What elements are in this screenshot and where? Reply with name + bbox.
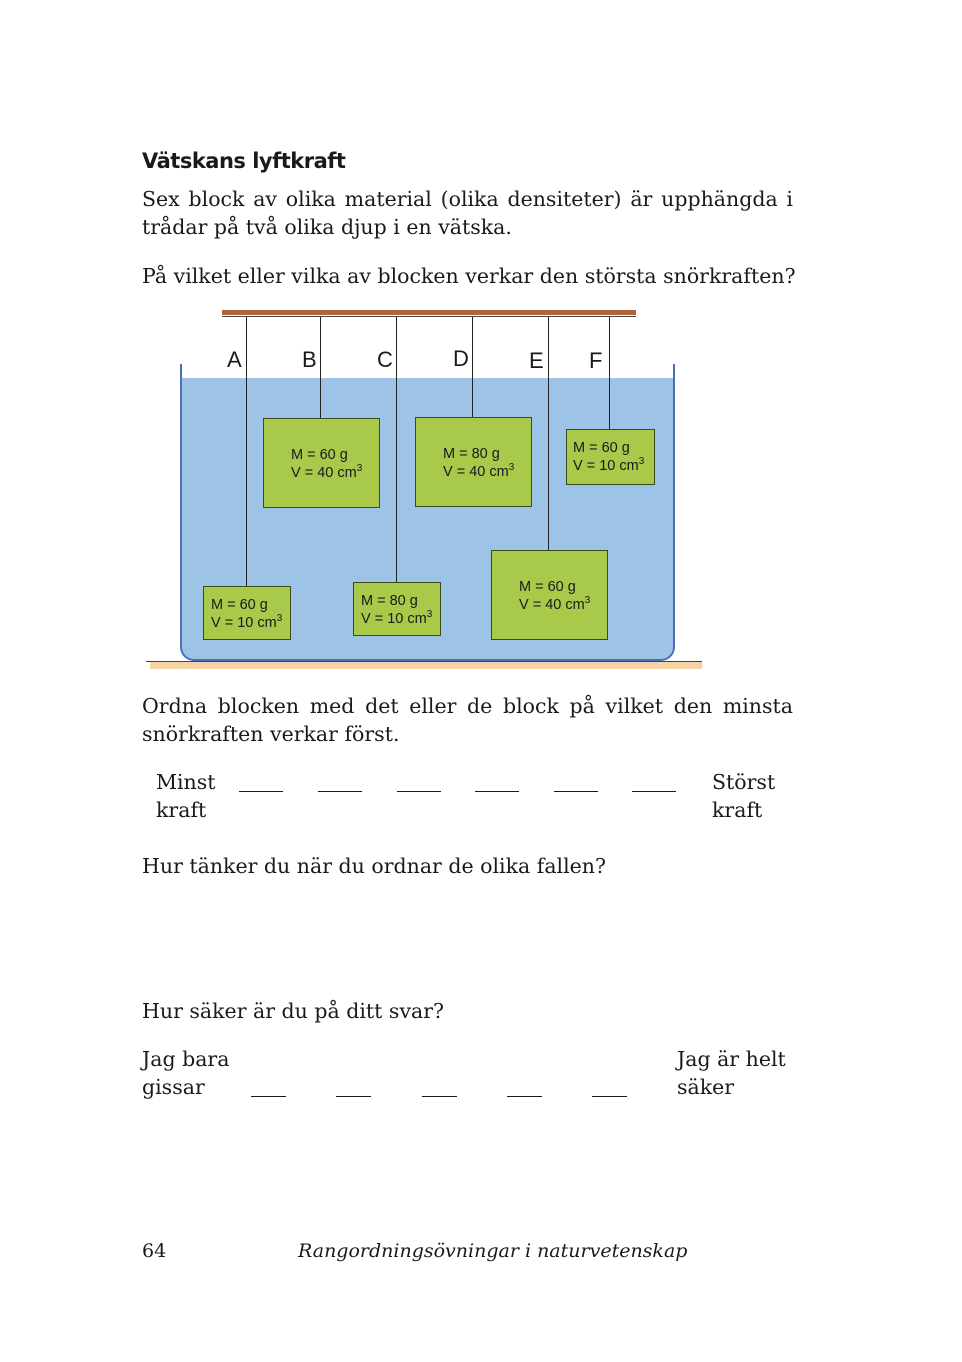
block-e: [491, 550, 608, 640]
ceiling-bar: [222, 310, 636, 315]
ceiling-bar-underline: [222, 316, 636, 317]
block-c-mass: M = 80 g: [361, 593, 418, 609]
confidence-blank-5[interactable]: [592, 1096, 627, 1097]
floor-surface: [150, 662, 702, 669]
rank-blank-1[interactable]: [239, 791, 283, 792]
rank-max-line-1: Störst: [712, 770, 776, 794]
question-confidence: Hur säker är du på ditt svar?: [142, 999, 445, 1023]
rank-min-line-2: kraft: [156, 798, 207, 822]
block-a: [203, 586, 291, 640]
confidence-blank-1[interactable]: [251, 1096, 286, 1097]
label-d: D: [453, 346, 469, 371]
block-c-volume: V = 10 $cm^3$: [361, 609, 433, 627]
book-title: Rangordningsövningar i naturvetenskap: [298, 1240, 688, 1262]
confidence-low-line-2: gissar: [142, 1075, 205, 1099]
block-b: [263, 418, 380, 508]
label-c: C: [377, 347, 393, 372]
confidence-blank-3[interactable]: [422, 1096, 457, 1097]
string-b: [320, 317, 321, 419]
confidence-low-line-1: Jag bara: [142, 1047, 230, 1071]
confidence-high-label: [677, 1045, 786, 1101]
rank-blank-3[interactable]: [397, 791, 441, 792]
string-d: [472, 317, 473, 418]
rank-min-label: [156, 768, 216, 824]
label-b: B: [302, 347, 317, 372]
block-d: [415, 417, 532, 507]
block-f-mass: M = 60 g: [573, 440, 630, 456]
string-a: [246, 317, 247, 587]
rank-blank-2[interactable]: [318, 791, 362, 792]
question-reasoning: Hur tänker du när du ordnar de olika fallen?: [142, 854, 606, 878]
rank-blank-5[interactable]: [554, 791, 598, 792]
rank-max-line-2: kraft: [712, 798, 763, 822]
label-e: E: [529, 348, 544, 373]
block-c: [353, 582, 441, 636]
section-heading: Vätskans lyftkraft: [142, 149, 346, 173]
question-largest-force: På vilket eller vilka av blocken verkar den största snörkraften?: [142, 264, 796, 288]
string-c: [396, 317, 397, 583]
label-f: F: [589, 348, 603, 373]
label-a: A: [227, 347, 242, 372]
confidence-high-line-1: Jag är helt: [677, 1047, 786, 1071]
rank-blank-4[interactable]: [475, 791, 519, 792]
confidence-high-line-2: säker: [677, 1075, 735, 1099]
block-d-volume: V = 40 $cm^3$: [443, 462, 515, 480]
rank-min-line-1: Minst: [156, 770, 216, 794]
confidence-low-label: [142, 1045, 229, 1101]
order-line-2: snörkraften verkar först.: [142, 722, 400, 746]
rank-max-label: [712, 768, 775, 824]
tank-wall-right: [673, 364, 675, 380]
block-a-volume: V = 10 $cm^3$: [211, 613, 283, 631]
block-e-mass: M = 60 g: [519, 579, 576, 595]
tank-wall-left: [180, 364, 182, 380]
page-number: 64: [142, 1240, 167, 1262]
block-a-mass: M = 60 g: [211, 597, 268, 613]
intro-line-2: trådar på två olika djup i en vätska.: [142, 215, 512, 239]
block-d-mass: M = 80 g: [443, 446, 500, 462]
order-line-1: Ordna blocken med det eller de block på vilket den minsta: [142, 694, 793, 718]
confidence-blank-4[interactable]: [507, 1096, 542, 1097]
block-b-mass: M = 60 g: [291, 447, 348, 463]
block-f-volume: V = 10 $cm^3$: [573, 456, 645, 474]
block-e-volume: V = 40 $cm^3$: [519, 595, 591, 613]
block-f: [566, 429, 655, 485]
confidence-blank-2[interactable]: [336, 1096, 371, 1097]
rank-blank-6[interactable]: [632, 791, 676, 792]
buoyancy-figure: [0, 0, 962, 680]
floor-line: [146, 661, 702, 662]
block-b-volume: V = 40 $cm^3$: [291, 463, 363, 481]
string-e: [548, 317, 549, 551]
string-f: [609, 317, 610, 430]
intro-line-1: Sex block av olika material (olika densiteter) är upphängda i: [142, 187, 793, 211]
